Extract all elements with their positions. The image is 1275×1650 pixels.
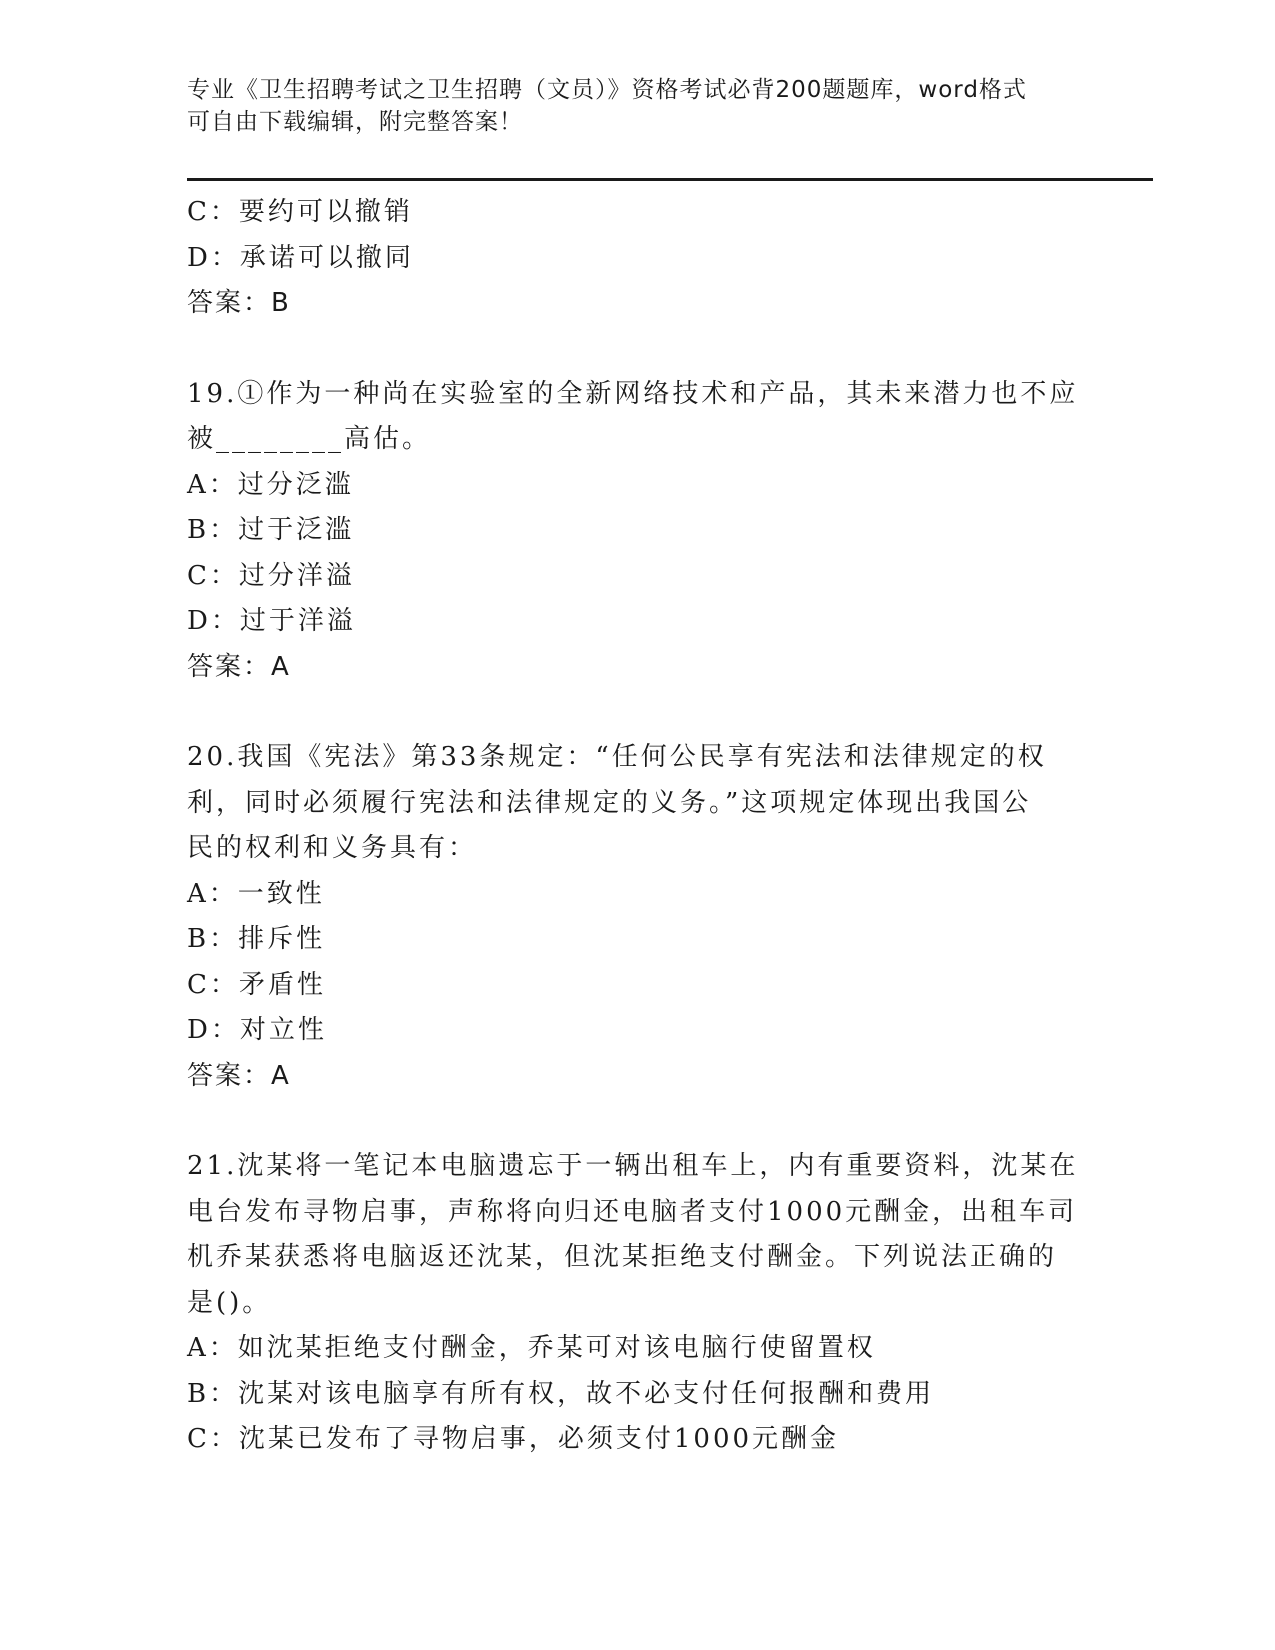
page-header bbox=[187, 74, 1087, 138]
option-d: D：承诺可以撤同 bbox=[187, 242, 414, 273]
question-stem-line: 是()。 bbox=[187, 1287, 272, 1318]
option-b: B：沈某对该电脑享有所有权，故不必支付任何报酬和费用 bbox=[187, 1378, 935, 1409]
option-d: D：对立性 bbox=[187, 1015, 327, 1045]
option-b: B：排斥性 bbox=[187, 924, 326, 954]
question-20 bbox=[187, 735, 1087, 1099]
option-a: A：过分泛滥 bbox=[187, 469, 354, 500]
option-c: C：沈某已发布了寻物启事，必须支付1000元酬金 bbox=[187, 1424, 840, 1454]
question-stem-line: 利，同时必须履行宪法和法律规定的义务。”这项规定体现出我国公 bbox=[187, 787, 1032, 818]
header-line-1: 专业《卫生招聘考试之卫生招聘（文员）》资格考试必背200题题库，word格式 bbox=[187, 77, 1027, 103]
answer-line: 答案：A bbox=[187, 1060, 291, 1091]
answer-line: 答案：A bbox=[187, 651, 291, 682]
spacer bbox=[187, 690, 1087, 735]
spacer bbox=[187, 1099, 1087, 1144]
option-a: A：如沈某拒绝支付酬金，乔某可对该电脑行使留置权 bbox=[187, 1333, 876, 1363]
question-19 bbox=[187, 372, 1087, 691]
question-stem-line: 21.沈某将一笔记本电脑遗忘于一辆出租车上，内有重要资料，沈某在 bbox=[187, 1151, 1079, 1181]
option-c: C：矛盾性 bbox=[187, 969, 326, 1000]
question-stem-line: 民的权利和义务具有： bbox=[187, 833, 478, 863]
question-21 bbox=[187, 1144, 1087, 1463]
option-a: A：一致性 bbox=[187, 878, 325, 909]
question-stem-line: 被________高估。 bbox=[187, 424, 432, 454]
spacer bbox=[187, 327, 1087, 372]
option-c: C：要约可以撤销 bbox=[187, 197, 413, 227]
option-c: C：过分洋溢 bbox=[187, 560, 355, 591]
option-b: B：过于泛滥 bbox=[187, 515, 355, 545]
header-divider bbox=[187, 178, 1153, 181]
document-body bbox=[187, 190, 1087, 1463]
question-stem-line: 电台发布寻物启事，声称将向归还电脑者支付1000元酬金，出租车司 bbox=[187, 1196, 1078, 1227]
answer-line: 答案：B bbox=[187, 288, 291, 318]
option-d: D：过于洋溢 bbox=[187, 606, 356, 636]
question-stem-line: 19.①作为一种尚在实验室的全新网络技术和产品，其未来潜力也不应 bbox=[187, 378, 1079, 409]
header-line-2: 可自由下载编辑，附完整答案！ bbox=[187, 109, 523, 135]
question-stem-line: 机乔某获悉将电脑返还沈某，但沈某拒绝支付酬金。下列说法正确的 bbox=[187, 1242, 1058, 1272]
question-stem-line: 20.我国《宪法》第33条规定：“任何公民享有宪法和法律规定的权 bbox=[187, 742, 1047, 772]
question-18-tail bbox=[187, 190, 1087, 327]
